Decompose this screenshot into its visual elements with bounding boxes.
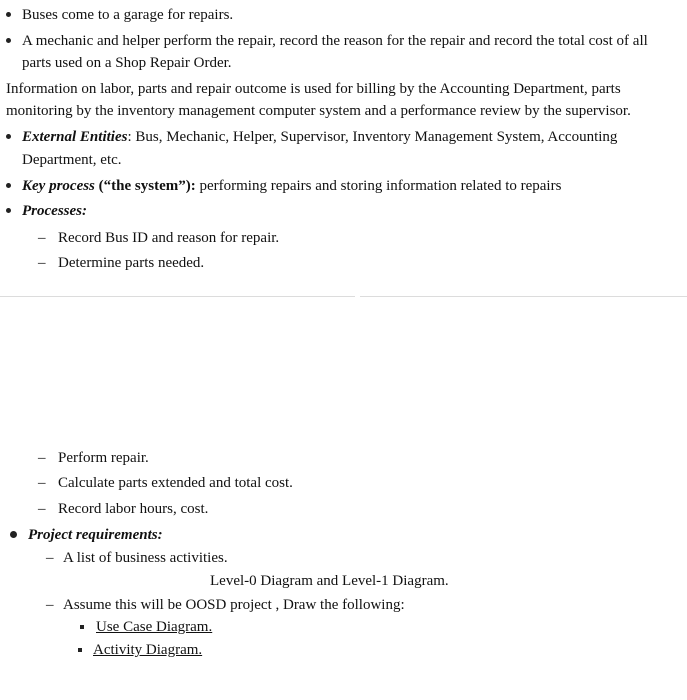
external-entities-label: External Entities [22,129,128,145]
bullet-icon [10,531,17,538]
key-process-label: Key process [22,178,95,194]
dash-icon: – [38,255,46,271]
process-record-labor: Record labor hours, cost. [58,501,209,517]
dash-icon: – [38,450,46,466]
use-case-diagram-link[interactable]: Use Case Diagram. [96,619,213,635]
bullet-mechanic-line1: A mechanic and helper perform the repair, record the reason for the repair and record the total cost of all [22,33,648,49]
key-process-text: performing repairs and storing information related to repairs [195,178,562,194]
process-perform-repair: Perform repair. [58,450,149,466]
bullet-icon [6,208,11,213]
square-bullet-icon [78,648,82,652]
square-bullet-icon [80,625,84,629]
requirement-level-diagrams: Level-0 Diagram and Level-1 Diagram. [210,573,449,589]
requirement-oosd: Assume this will be OOSD project , Draw the following: [63,597,405,613]
project-requirements-label: Project requirements: [28,527,163,543]
bullet-icon [6,38,11,43]
dash-icon: – [46,550,54,566]
dash-icon: – [46,597,54,613]
paragraph-line2: monitoring by the inventory management computer system and a performance review by the supervisor. [6,103,631,119]
key-process-line [22,175,561,197]
paragraph-line1: Information on labor, parts and repair outcome is used for billing by the Accounting Department, parts [6,81,621,97]
blank-region [0,297,687,437]
bullet-icon [6,134,11,139]
dash-icon: – [38,230,46,246]
external-entities-line2: Department, etc. [22,152,122,168]
process-determine-parts: Determine parts needed. [58,255,205,271]
bullet-icon [6,12,11,17]
external-entities-text: : Bus, Mechanic, Helper, Supervisor, Inventory Management System, Accounting [127,129,618,145]
process-record-bus: Record Bus ID and reason for repair. [58,230,280,246]
processes-label: Processes: [22,203,87,219]
process-calculate-parts: Calculate parts extended and total cost. [58,475,293,491]
bullet-mechanic-line2: parts used on a Shop Repair Order. [22,55,232,71]
dash-icon: – [38,475,46,491]
requirement-business-activities: A list of business activities. [63,550,228,566]
key-process-quote: (“the system”): [94,178,196,194]
bullet-icon [6,183,11,188]
activity-diagram-link[interactable]: Activity Diagram. [93,642,203,658]
external-entities-line1 [22,126,617,148]
bullet-buses: Buses come to a garage for repairs. [22,7,234,23]
dash-icon: – [38,501,46,517]
